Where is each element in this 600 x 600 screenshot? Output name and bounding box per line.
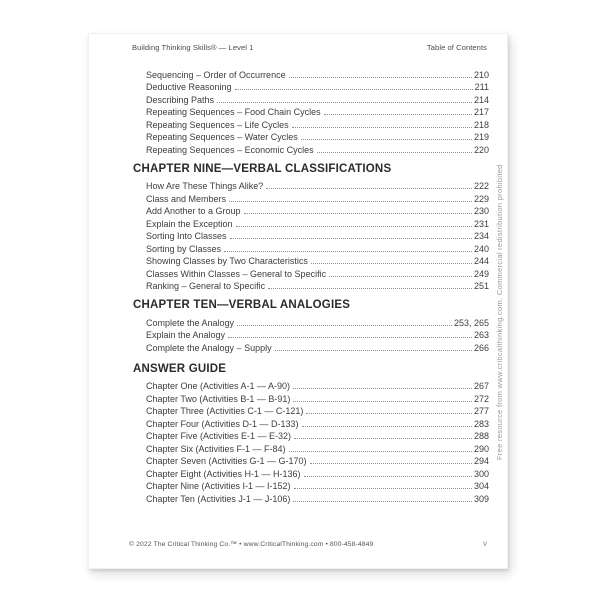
entry-title: Sorting by Classes — [146, 243, 222, 254]
entry-page-number: 231 — [473, 218, 489, 229]
entry-title: Describing Paths — [146, 94, 215, 105]
toc-entry-row — [133, 142, 489, 155]
toc-entry-row — [133, 179, 489, 192]
entry-page-number: 220 — [473, 144, 489, 155]
entry-title: Chapter Eight (Activities H-1 — H-136) — [146, 468, 301, 479]
toc-entry-row — [133, 441, 489, 454]
entry-page-number: 283 — [473, 418, 489, 429]
entry-page-number: 253, 265 — [453, 317, 489, 328]
entry-title: Chapter Nine (Activities I-1 — I-152) — [146, 481, 291, 491]
entry-page-number: 217 — [473, 107, 489, 117]
toc-section — [133, 67, 489, 155]
entry-page-number: 214 — [473, 94, 489, 105]
toc-entry-row — [133, 328, 489, 341]
toc-entry-row — [133, 491, 489, 504]
entry-page-number: 272 — [473, 393, 489, 404]
dot-leader — [310, 463, 472, 464]
toc-section — [133, 299, 489, 353]
toc-entry-row — [133, 266, 489, 279]
toc-entry-row — [133, 254, 489, 267]
entry-title: Ranking – General to Specific — [146, 281, 266, 291]
toc-entry-row — [133, 80, 489, 93]
copyright-text: © 2022 The Critical Thinking Co.™ • www.CriticalThinking.com • 800-458-4849 — [129, 541, 374, 548]
dot-leader — [292, 127, 472, 128]
toc-entry-row — [133, 454, 489, 467]
entry-title: Repeating Sequences – Life Cycles — [146, 119, 289, 130]
dot-leader — [237, 325, 452, 326]
toc-entry-row — [133, 340, 489, 353]
entry-page-number: 229 — [473, 193, 489, 204]
entry-title: Repeating Sequences – Food Chain Cycles — [146, 107, 321, 117]
entry-page-number: 234 — [473, 231, 489, 241]
entry-title: Chapter Ten (Activities J-1 — J-106) — [146, 493, 291, 504]
page-header — [132, 43, 487, 52]
entry-title: Chapter One (Activities A-1 — A-90) — [146, 381, 291, 391]
entry-title: Deductive Reasoning — [146, 82, 232, 92]
toc-entry-row — [133, 204, 489, 217]
toc-entry-row — [133, 279, 489, 292]
toc-entry-row — [133, 315, 489, 328]
toc-entry-row — [133, 429, 489, 442]
dot-leader — [235, 89, 473, 90]
entry-title: Chapter Seven (Activities G-1 — G-170) — [146, 456, 307, 466]
entry-title: Complete the Analogy – Supply — [146, 342, 272, 353]
section-entries — [133, 179, 489, 292]
section-heading: CHAPTER TEN—VERBAL ANALOGIES — [133, 299, 351, 311]
entry-page-number: 244 — [473, 256, 489, 266]
dot-leader — [324, 114, 472, 115]
entry-page-number: 249 — [473, 268, 489, 279]
dot-leader — [317, 152, 472, 153]
section-entries — [133, 67, 489, 155]
entry-page-number: 222 — [473, 181, 489, 191]
dot-leader — [293, 388, 472, 389]
dot-leader — [306, 413, 472, 414]
dot-leader — [244, 213, 472, 214]
dot-leader — [230, 238, 472, 239]
entry-title: How Are These Things Alike? — [146, 181, 264, 191]
entry-page-number: 210 — [473, 69, 489, 80]
entry-page-number: 266 — [473, 342, 489, 353]
side-note-vertical-text: Free resource from www.criticalthinking.com. Commercial redistribution prohibited — [495, 164, 504, 460]
dot-leader — [224, 251, 472, 252]
toc-entry-row — [133, 466, 489, 479]
entry-title: Sequencing – Order of Occurrence — [146, 69, 286, 80]
toc-entry-row — [133, 229, 489, 242]
header-section-label: Table of Contents — [426, 43, 487, 52]
entry-title: Chapter Two (Activities B-1 — B-91) — [146, 393, 291, 404]
toc-entry-row — [133, 191, 489, 204]
entry-title: Complete the Analogy — [146, 317, 235, 328]
entry-title: Chapter Six (Activities F-1 — F-84) — [146, 443, 286, 454]
toc-entry-row — [133, 379, 489, 392]
entry-page-number: 267 — [473, 381, 489, 391]
dot-leader — [266, 188, 472, 189]
dot-leader — [302, 426, 472, 427]
entry-page-number: 218 — [473, 119, 489, 130]
entry-page-number: 219 — [473, 132, 489, 142]
toc-entry-row — [133, 404, 489, 417]
entry-title: Chapter Five (Activities E-1 — E-32) — [146, 431, 292, 441]
dot-leader — [294, 438, 472, 439]
dot-leader — [268, 288, 472, 289]
entry-title: Showing Classes by Two Characteristics — [146, 256, 308, 266]
page-footer — [129, 539, 487, 548]
dot-leader — [293, 401, 472, 402]
entry-title: Explain the Analogy — [146, 330, 226, 340]
entry-title: Add Another to a Group — [146, 206, 241, 216]
entry-page-number: 294 — [473, 456, 489, 466]
entry-page-number: 309 — [473, 493, 489, 504]
dot-leader — [275, 350, 472, 351]
toc-entry-row — [133, 117, 489, 130]
dot-leader — [311, 263, 472, 264]
dot-leader — [236, 226, 472, 227]
entry-title: Chapter Three (Activities C-1 — C-121) — [146, 406, 304, 416]
entry-title: Class and Members — [146, 193, 227, 204]
dot-leader — [301, 139, 472, 140]
toc-entry-row — [133, 92, 489, 105]
toc-entry-row — [133, 241, 489, 254]
dot-leader — [229, 201, 472, 202]
dot-leader — [228, 337, 472, 338]
entry-page-number: 240 — [473, 243, 489, 254]
toc-entry-row — [133, 479, 489, 492]
toc-entry-row — [133, 67, 489, 80]
book-title: Building Thinking Skills® — Level 1 — [132, 43, 254, 52]
toc-entry-row — [133, 130, 489, 143]
dot-leader — [294, 488, 472, 489]
dot-leader — [289, 451, 472, 452]
entry-title: Sorting Into Classes — [146, 231, 227, 241]
entry-title: Explain the Exception — [146, 218, 233, 229]
toc-entry-row — [133, 216, 489, 229]
entry-page-number: 277 — [473, 406, 489, 416]
dot-leader — [289, 77, 472, 78]
section-heading: CHAPTER NINE—VERBAL CLASSIFICATIONS — [133, 162, 392, 175]
document-page — [88, 33, 508, 569]
toc-entry-row — [133, 416, 489, 429]
entry-page-number: 290 — [473, 443, 489, 454]
entry-page-number: 304 — [473, 481, 489, 491]
entry-title: Classes Within Classes – General to Specific — [146, 268, 327, 279]
dot-leader — [304, 476, 472, 477]
toc-section — [133, 163, 489, 292]
page-number: v — [483, 539, 487, 548]
entry-page-number: 300 — [473, 468, 489, 479]
entry-page-number: 211 — [474, 82, 489, 92]
section-entries — [133, 315, 489, 353]
entry-title: Repeating Sequences – Water Cycles — [146, 132, 298, 142]
toc-section — [133, 363, 489, 504]
toc-entry-row — [133, 105, 489, 118]
toc-entry-row — [133, 391, 489, 404]
dot-leader — [217, 102, 472, 103]
section-entries — [133, 379, 489, 504]
dot-leader — [293, 501, 472, 502]
section-heading: ANSWER GUIDE — [133, 362, 227, 375]
toc — [133, 67, 489, 504]
entry-page-number: 288 — [473, 431, 489, 441]
entry-page-number: 230 — [473, 206, 489, 216]
entry-page-number: 251 — [473, 281, 489, 291]
entry-title: Repeating Sequences – Economic Cycles — [146, 144, 314, 155]
entry-title: Chapter Four (Activities D-1 — D-133) — [146, 418, 299, 429]
entry-page-number: 263 — [473, 330, 489, 340]
dot-leader — [329, 276, 472, 277]
